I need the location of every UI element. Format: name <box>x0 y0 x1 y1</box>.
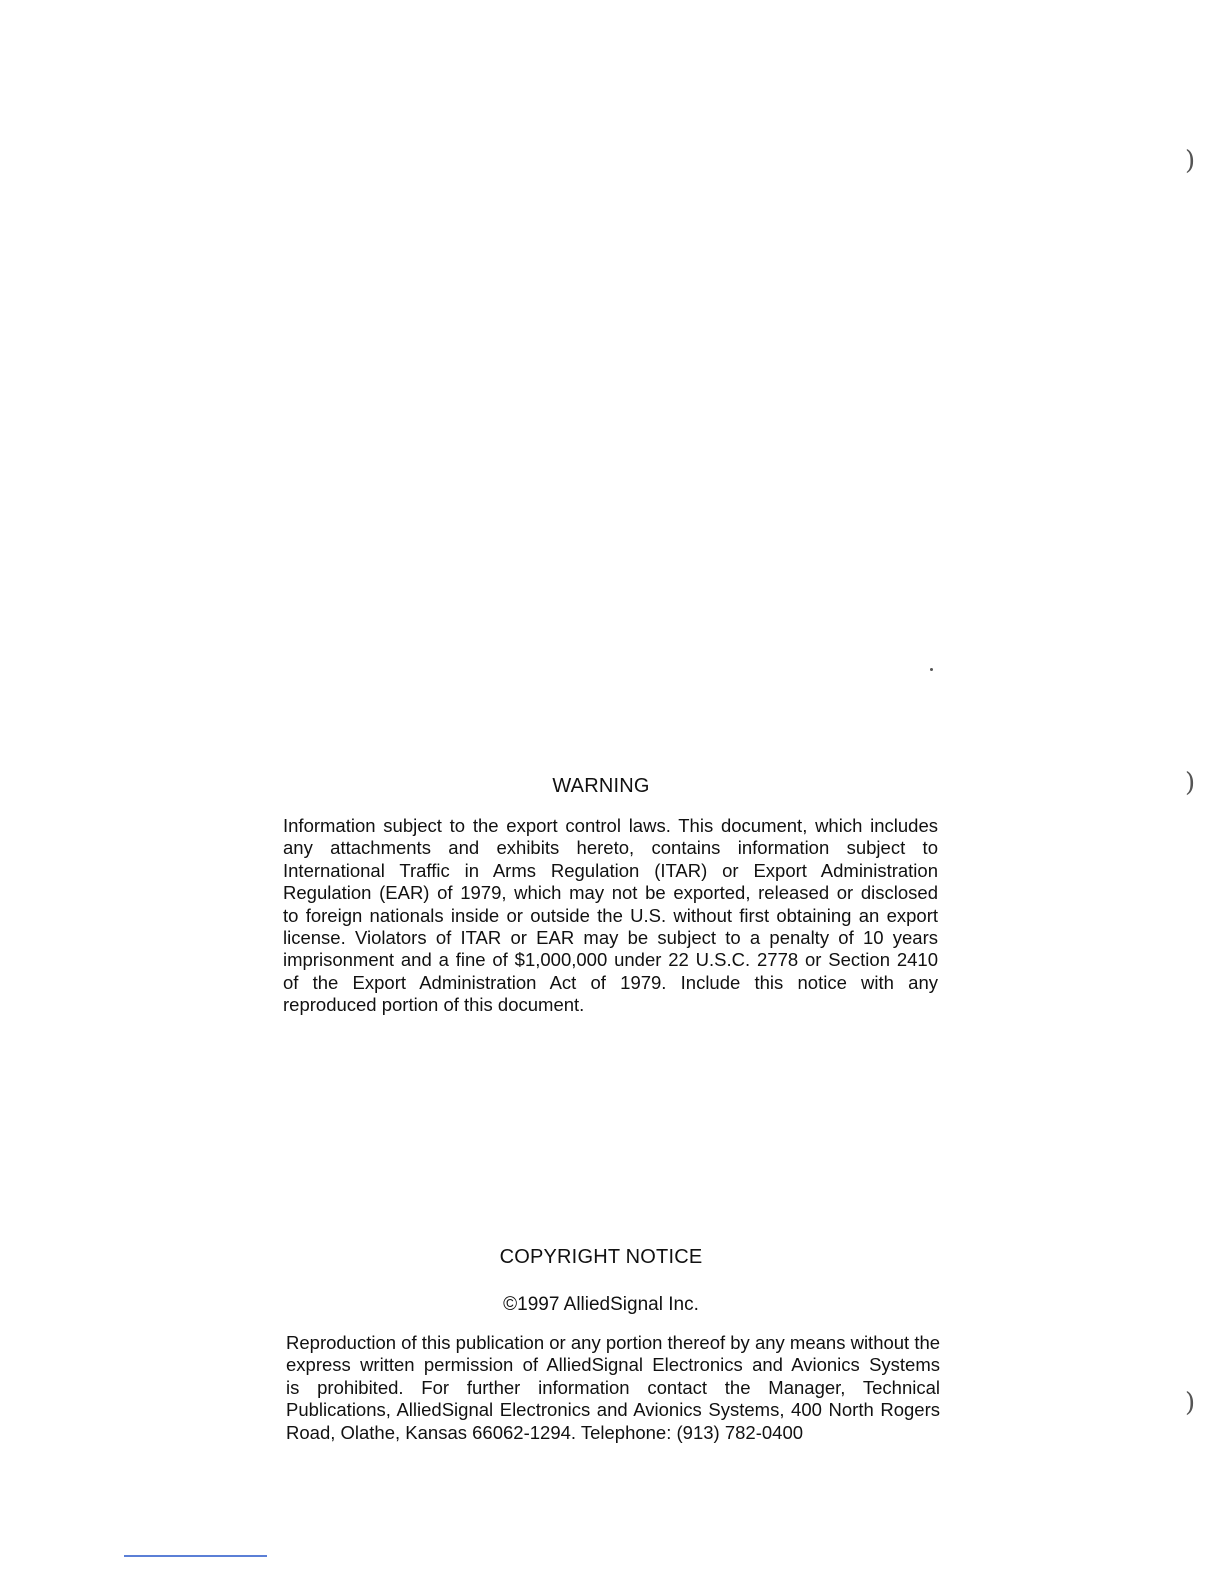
warning-line: Information subject to the export control laws. This document, which includes <box>283 815 938 836</box>
copyright-line: Reproduction of this publication or any portion thereof by any means without the <box>286 1332 940 1353</box>
copyright-heading: COPYRIGHT NOTICE <box>499 1246 703 1268</box>
footer-rule <box>124 1555 267 1557</box>
copyright-line: is prohibited. For further information contact the Manager, Technical <box>286 1376 940 1398</box>
warning-line: of the Export Administration Act of 1979. Include this notice with any <box>283 971 938 993</box>
warning-heading: WARNING <box>552 775 650 797</box>
warning-line: to foreign nationals inside or outside the U.S. without first obtaining an export <box>283 904 938 926</box>
copyright-line: express written permission of AlliedSignal Electronics and Avionics Systems <box>286 1354 940 1376</box>
scan-speck <box>930 668 933 671</box>
warning-paragraph <box>283 815 938 1017</box>
warning-line: imprisonment and a fine of $1,000,000 under 22 U.S.C. 2778 or Section 2410 <box>283 949 938 971</box>
copyright-notice: ©1997 AlliedSignal Inc. <box>503 1294 699 1315</box>
binding-mark-top: ) <box>1185 146 1196 176</box>
copyright-line: Publications, AlliedSignal Electronics and Avionics Systems, 400 North Rogers <box>286 1399 940 1421</box>
warning-line: any attachments and exhibits hereto, contains information subject to <box>283 837 938 859</box>
warning-line: license. Violators of ITAR or EAR may be subject to a penalty of 10 years <box>283 927 938 949</box>
copyright-line: Road, Olathe, Kansas 66062-1294. Telephone: (913) 782-0400 <box>286 1421 804 1443</box>
binding-mark-middle: ) <box>1185 768 1196 798</box>
warning-line: reproduced portion of this document. <box>283 994 585 1016</box>
warning-line: International Traffic in Arms Regulation (ITAR) or Export Administration <box>283 859 938 881</box>
binding-mark-bottom: ) <box>1185 1388 1196 1418</box>
copyright-paragraph <box>286 1332 940 1444</box>
warning-line: Regulation (EAR) of 1979, which may not be exported, released or disclosed <box>283 882 938 904</box>
